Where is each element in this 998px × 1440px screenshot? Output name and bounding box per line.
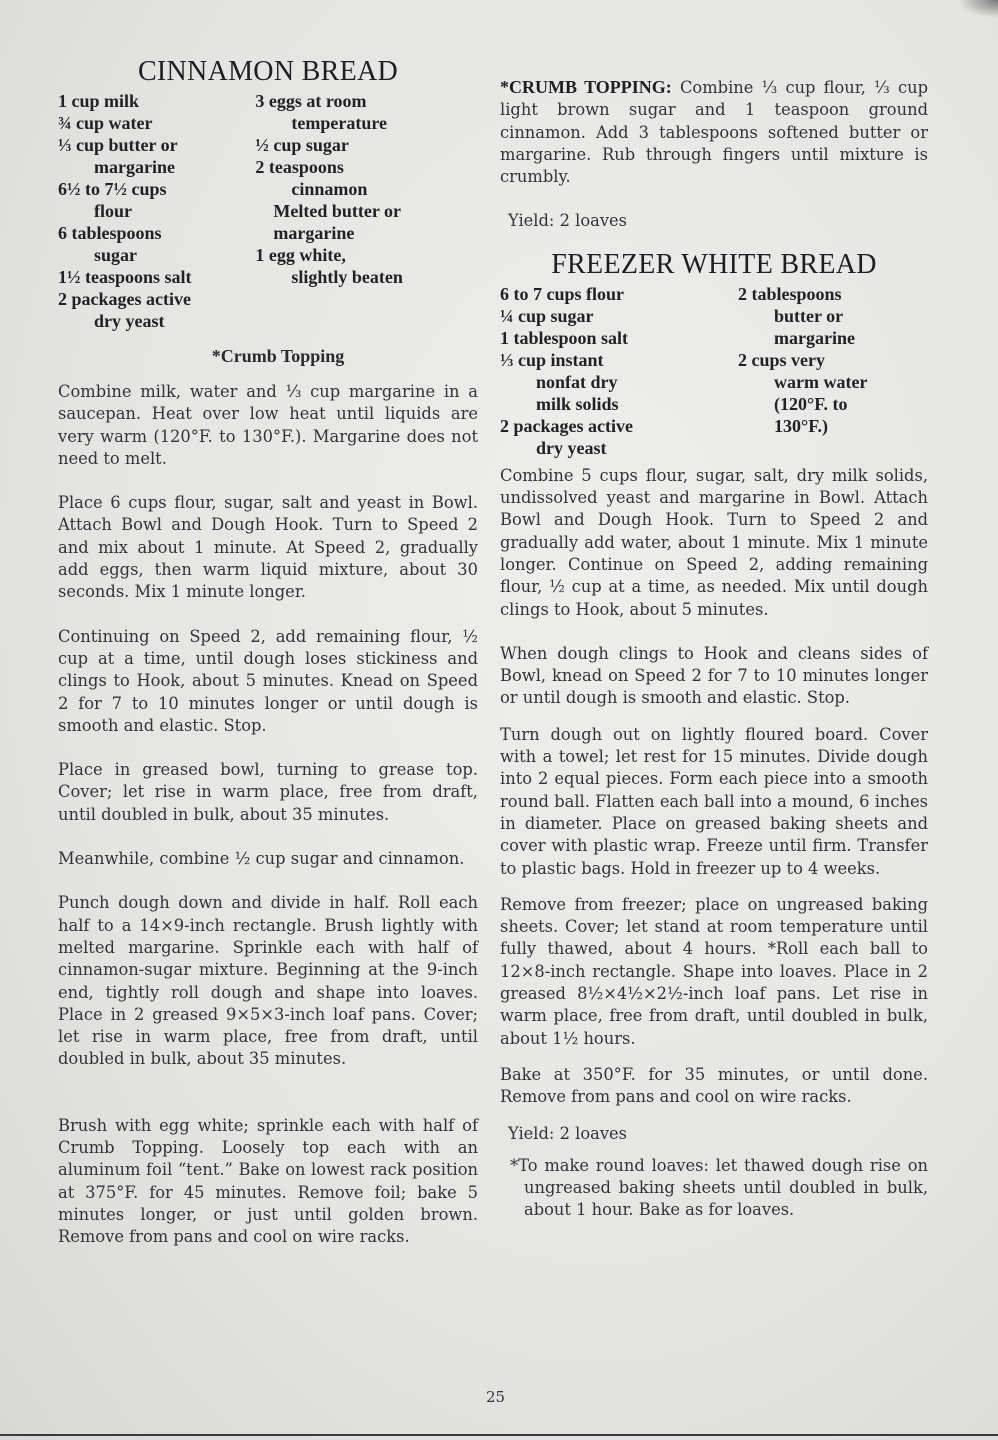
ingredient-line: 2 teaspoons [255, 157, 344, 177]
crumb-topping-paragraph [500, 76, 928, 188]
ingredient-continuation: milk solids [536, 393, 619, 414]
freezer-ingredients-right [738, 283, 928, 459]
ingredient-line: 6 tablespoons [58, 223, 162, 243]
direction-paragraph: Place 6 cups flour, sugar, salt and yeast in Bowl. Attach Bowl and Dough Hook. Turn to Speed 2 and mix about 1 minute. At Speed 2, gradually add eggs, then warm liquid mixture, about 30 seconds. Mix 1 minute longer. [58, 493, 478, 602]
freezer-yield: Yield: 2 loaves [508, 1123, 628, 1143]
ingredient-item [500, 327, 720, 349]
cinnamon-directions [58, 381, 478, 1249]
ingredient-item [500, 349, 720, 415]
ingredient-line: ⅓ cup instant [500, 349, 604, 370]
direction-paragraph: Brush with egg white; sprinkle each with half of Crumb Topping. Loosely top each with an aluminum foil “tent.” Bake on lowest rack position at 375°F. for 45 minutes. Remove foil; bake 5 minutes longer, or just until golden brown. Remove from pans and cool on wire racks. [58, 1115, 478, 1247]
ingredient-item [58, 266, 255, 288]
ingredient-line: 2 packages active [500, 415, 633, 436]
ingredient-continuation: sugar [94, 245, 138, 265]
ingredient-item [500, 283, 720, 305]
ingredient-item [500, 415, 720, 459]
direction-paragraph: Turn dough out on lightly floured board. Cover with a towel; let rest for 15 minutes. Divide dough into 2 equal pieces. Form each piece into a smooth round ball. Flatten each ball into a mound, 6 inches in diameter. Place on greased baking sheets and cover with plastic wrap. Freeze until firm. Transfer to plastic bags. Hold in freezer up to 4 weeks. [500, 724, 928, 878]
ingredient-item [255, 244, 448, 288]
cinnamon-bread-title: CINNAMON BREAD [137, 56, 399, 87]
direction-paragraph: Remove from freezer; place on ungreased baking sheets. Cover; let stand at room temperature until fully thawed, about 4 hours. *Roll each ball to 12×8-inch rectangle. Shape into loaves. Place in 2 greased 8½×4½×2½-inch loaf pans. Let rise in warm place, free from draft, until doubled in bulk, about 1½ hours. [500, 894, 928, 1048]
ingredient-continuation: slightly beaten [291, 267, 403, 287]
crumb-yield: Yield: 2 loaves [508, 211, 628, 231]
ingredient-item [58, 178, 255, 222]
ingredient-continuation: nonfat dry [536, 371, 618, 392]
direction-paragraph: Meanwhile, combine ½ cup sugar and cinnamon. [58, 849, 465, 869]
direction-paragraph: Punch dough down and divide in half. Roll each half to a 14×9-inch rectangle. Brush lightly with melted margarine. Sprinkle each with half of cinnamon-sugar mixture. Beginning at the 9-inch end, tightly roll dough and shape into loaves. Place in 2 greased 9×5×3-inch loaf pans. Cover; let rise in warm place, free from draft, until doubled in bulk, about 35 minutes. [58, 893, 478, 1069]
ingredient-item [738, 349, 928, 437]
page-number: 25 [486, 1388, 506, 1406]
crumb-topping-text: Combine ⅓ cup flour, ⅓ cup light brown sugar and 1 teaspoon ground cinnamon. Add 3 tablespoons softened butter or margarine. Rub through fingers until mixture is crumbly. [500, 78, 929, 187]
ingredient-line: ¼ cup sugar [500, 305, 594, 326]
cinnamon-ingredients-right [255, 90, 448, 332]
ingredient-item [255, 134, 448, 156]
direction-paragraph: Place in greased bowl, turning to grease top. Cover; let rise in warm place, free from draft, until doubled in bulk, about 35 minutes. [58, 760, 478, 824]
ingredient-line: ⅓ cup butter or [58, 135, 178, 155]
freezer-ingredients-left [500, 283, 720, 459]
direction-paragraph: Combine milk, water and ⅓ cup margarine in a saucepan. Heat over low heat until liquids are very warm (120°F. to 130°F.). Margarine does not need to melt. [58, 382, 478, 468]
ingredient-line: 1½ teaspoons salt [58, 267, 192, 287]
direction-paragraph: Bake at 350°F. for 35 minutes, or until done. Remove from pans and cool on wire racks. [500, 1064, 928, 1107]
ingredient-continuation: cinnamon [291, 179, 368, 199]
ingredient-item [255, 200, 448, 244]
ingredient-line: 6½ to 7½ cups [58, 179, 167, 199]
round-loaves-note: *To make round loaves: let thawed dough rise on ungreased baking sheets until doubled in bulk, about 1 hour. Bake as for loaves. [510, 1155, 928, 1220]
ingredient-continuation: dry yeast [536, 437, 607, 458]
ingredient-continuation: butter or [774, 305, 844, 326]
direction-paragraph: When dough clings to Hook and cleans sides of Bowl, knead on Speed 2 for 7 to 10 minutes longer or until dough is smooth and elastic. Stop. [500, 643, 928, 708]
ingredient-item [255, 156, 448, 200]
right-column [500, 76, 928, 1222]
freezer-directions [500, 465, 928, 1109]
ingredient-line: 1 egg white, [255, 245, 346, 265]
ingredient-item [58, 134, 255, 178]
ingredient-line: 1 tablespoon salt [500, 327, 629, 348]
direction-paragraph: Combine 5 cups flour, sugar, salt, dry milk solids, undissolved yeast and margarine in Bowl. Attach Bowl and Dough Hook. Turn to Speed 2 and gradually add water, about 1 minute. Mix 1 minute longer. Continue on Speed 2, adding remaining flour, ½ cup at a time, as needed. Mix until dough clings to Hook, about 5 minutes. [500, 465, 928, 619]
ingredient-line: 2 cups very [738, 349, 825, 370]
page-corner-shadow [958, 0, 998, 18]
ingredient-line: Melted butter or [273, 201, 402, 221]
ingredient-item [255, 90, 448, 134]
freezer-ingredients [500, 283, 928, 459]
ingredient-item [738, 283, 928, 349]
freezer-bread-title: FREEZER WHITE BREAD [551, 248, 877, 280]
crumb-topping-lead: *CRUMB TOPPING: [500, 77, 672, 97]
ingredient-item [500, 305, 720, 327]
ingredient-line: ½ cup sugar [255, 135, 349, 155]
ingredient-continuation: flour [94, 201, 132, 221]
ingredient-item [58, 90, 255, 112]
ingredient-continuation: margarine [273, 223, 355, 243]
ingredient-line: ¾ cup water [58, 113, 153, 133]
direction-paragraph: Continuing on Speed 2, add remaining flour, ½ cup at a time, until dough loses stickiness and clings to Hook, about 5 minutes. Knead on Speed 2 for 7 to 10 minutes longer or until dough is smooth and elastic. Stop. [58, 626, 478, 735]
ingredient-item [58, 288, 255, 332]
ingredient-line: 1 cup milk [58, 91, 140, 111]
ingredient-line: 6 to 7 cups flour [500, 283, 625, 304]
cinnamon-ingredients-left [58, 90, 255, 332]
ingredient-continuation: warm water [774, 371, 868, 392]
ingredient-line: 3 eggs at room [255, 91, 367, 111]
ingredient-continuation: 130°F.) [774, 415, 829, 436]
ingredient-item [58, 112, 255, 134]
ingredient-continuation: dry yeast [94, 311, 165, 331]
ingredient-continuation: (120°F. to [774, 393, 848, 414]
ingredient-continuation: margarine [774, 327, 855, 348]
ingredient-continuation: margarine [94, 157, 175, 177]
ingredient-line: 2 packages active [58, 289, 191, 309]
cinnamon-bread-section [58, 56, 478, 1249]
cinnamon-ingredients [58, 90, 478, 332]
bottom-edge-line [0, 1434, 998, 1436]
ingredient-item [58, 222, 255, 266]
crumb-topping-reference: *Crumb Topping [211, 346, 345, 366]
ingredient-line: 2 tablespoons [738, 283, 842, 304]
ingredient-continuation: temperature [291, 113, 388, 133]
